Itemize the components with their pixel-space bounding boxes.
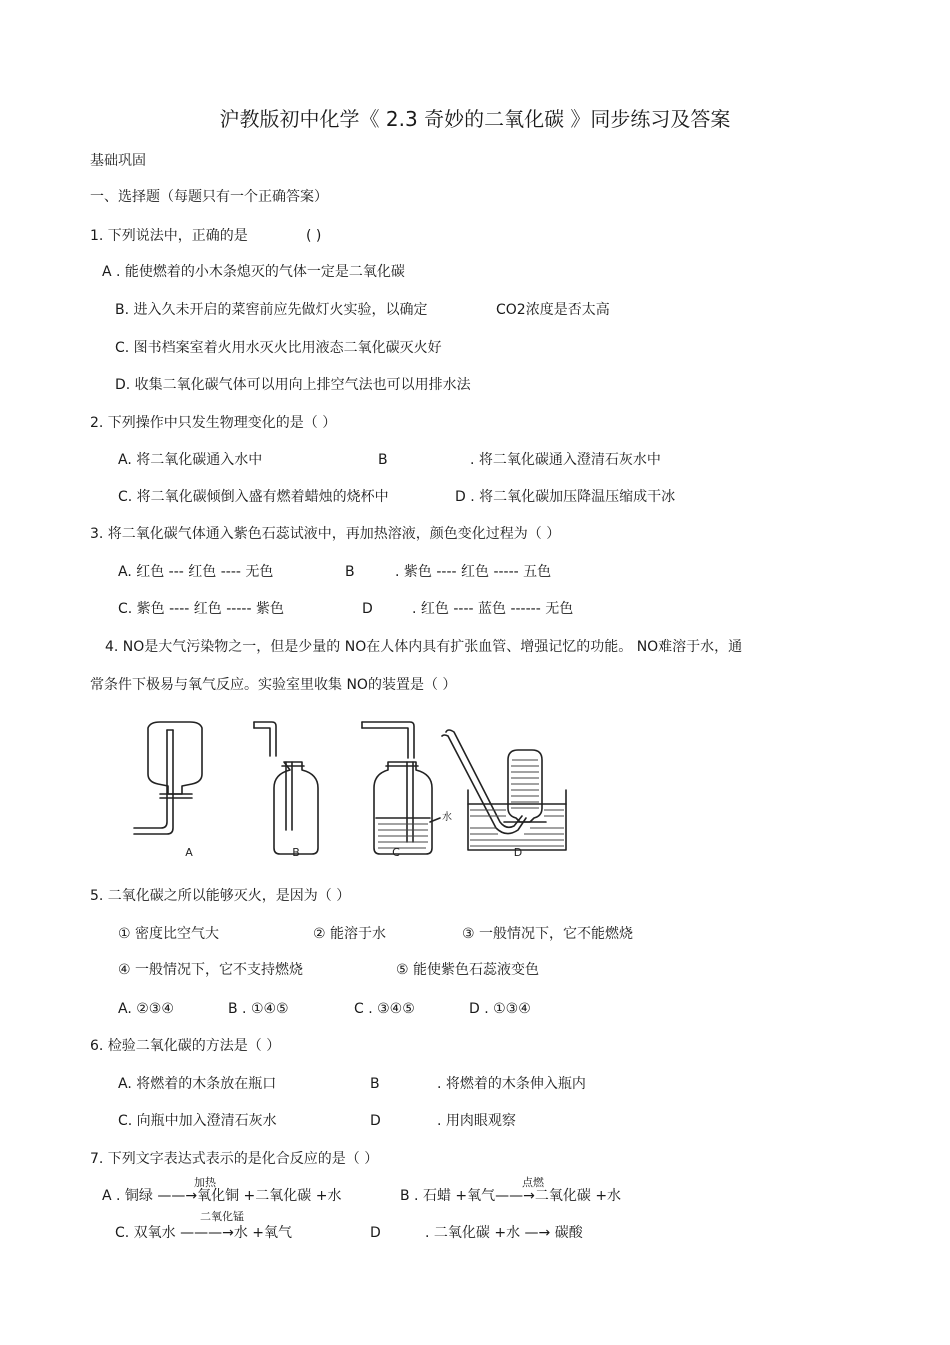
- label-d: D: [513, 846, 523, 859]
- label-b: B: [292, 846, 300, 859]
- q7-c-condition: 二氧化锰: [200, 1210, 244, 1223]
- q2-option-d: D . 将二氧化碳加压降温压缩成干冰: [455, 489, 676, 505]
- q3-option-b-letter: B: [345, 564, 355, 580]
- q7-stem: 7. 下列文字表达式表示的是化合反应的是（ ）: [90, 1151, 379, 1167]
- q5-statement-2: ② 能溶于水: [313, 926, 387, 942]
- q1-option-d: D. 收集二氧化碳气体可以用向上排空气法也可以用排水法: [115, 377, 471, 393]
- q7-option-d: . 二氧化碳 +水 —→ 碳酸: [425, 1225, 583, 1241]
- apparatus-c: [362, 722, 440, 854]
- label-c: C: [392, 846, 400, 859]
- q6-option-c: C. 向瓶中加入澄清石灰水: [118, 1113, 277, 1129]
- q5-option-d: D . ①③④: [469, 1001, 531, 1017]
- q7-option-d-letter: D: [370, 1225, 381, 1241]
- q6-option-a: A. 将燃着的木条放在瓶口: [118, 1076, 277, 1092]
- q1-option-b: B. 进入久未开启的菜窖前应先做灯火实验，以确定: [115, 302, 428, 318]
- q5-statement-4: ④ 一般情况下，它不支持燃烧: [118, 962, 304, 978]
- label-water: 水: [442, 812, 452, 823]
- label-a: A: [185, 846, 193, 859]
- q7-a-condition: 加热: [194, 1176, 216, 1189]
- q6-option-d: . 用肉眼观察: [437, 1113, 516, 1129]
- q7-option-b: B . 石蜡 +氧气——→二氧化碳 +水: [400, 1188, 622, 1204]
- apparatus-d: [442, 730, 566, 850]
- q7-option-c: C. 双氧水 ———→水 +氧气: [115, 1225, 293, 1241]
- q2-stem: 2. 下列操作中只发生物理变化的是（ ）: [90, 415, 337, 431]
- q3-option-c: C. 紫色 ---- 红色 ----- 紫色: [118, 601, 284, 617]
- q2-option-c: C. 将二氧化碳倾倒入盛有燃着蜡烛的烧杯中: [118, 489, 389, 505]
- q6-option-b-letter: B: [370, 1076, 380, 1092]
- q2-option-b-letter: B: [378, 452, 388, 468]
- q1-option-b-cont: CO2浓度是否太高: [496, 302, 610, 318]
- part-heading: 一、选择题（每题只有一个正确答案）: [90, 189, 328, 205]
- q2-option-b: . 将二氧化碳通入澄清石灰水中: [470, 452, 661, 468]
- q3-stem: 3. 将二氧化碳气体通入紫色石蕊试液中，再加热溶液，颜色变化过程为（ ）: [90, 526, 561, 542]
- q6-option-b: . 将燃着的木条伸入瓶内: [437, 1076, 586, 1092]
- page-title: 沪教版初中化学《 2.3 奇妙的二氧化碳 》同步练习及答案: [219, 107, 731, 131]
- q5-statement-5: ⑤ 能使紫色石蕊液变色: [396, 962, 540, 978]
- apparatus-a: [134, 722, 202, 834]
- q5-option-c: C . ③④⑤: [354, 1001, 415, 1017]
- q6-option-d-letter: D: [370, 1113, 381, 1129]
- q7-b-condition: 点燃: [522, 1176, 544, 1189]
- q4-stem-line2: 常条件下极易与氧气反应。实验室里收集 NO的装置是（ ）: [90, 677, 457, 693]
- q1-answer-paren: ( ): [306, 228, 322, 244]
- q5-statement-3: ③ 一般情况下，它不能燃烧: [462, 926, 634, 942]
- q1-option-a: A . 能使燃着的小木条熄灭的气体一定是二氧化碳: [102, 264, 405, 280]
- q5-stem: 5. 二氧化碳之所以能够灭火，是因为（ ）: [90, 888, 351, 904]
- q1-option-c: C. 图书档案室着火用水灭火比用液态二氧化碳灭火好: [115, 340, 442, 356]
- q5-statement-1: ① 密度比空气大: [118, 926, 220, 942]
- q5-option-b: B . ①④⑤: [228, 1001, 289, 1017]
- q4-stem-line1: 4. NO是大气污染物之一，但是少量的 NO在人体内具有扩张血管、增强记忆的功能。 NO难溶于水，通: [105, 639, 743, 655]
- section-heading: 基础巩固: [90, 153, 146, 169]
- q3-option-b: . 紫色 ---- 红色 ----- 五色: [395, 564, 552, 580]
- q3-option-d-letter: D: [362, 601, 373, 617]
- q3-option-d: . 红色 ---- 蓝色 ------ 无色: [412, 601, 574, 617]
- apparatus-b: [254, 722, 318, 854]
- q5-option-a: A. ②③④: [118, 1001, 174, 1017]
- q6-stem: 6. 检验二氧化碳的方法是（ ）: [90, 1038, 281, 1054]
- q2-option-a: A. 将二氧化碳通入水中: [118, 452, 263, 468]
- q3-option-a: A. 红色 --- 红色 ---- 无色: [118, 564, 274, 580]
- q7-option-a: A . 铜绿 ——→氧化铜 +二氧化碳 +水: [102, 1188, 342, 1204]
- q1-stem: 1. 下列说法中，正确的是: [90, 228, 248, 244]
- gas-collection-apparatus-figure: [120, 712, 580, 862]
